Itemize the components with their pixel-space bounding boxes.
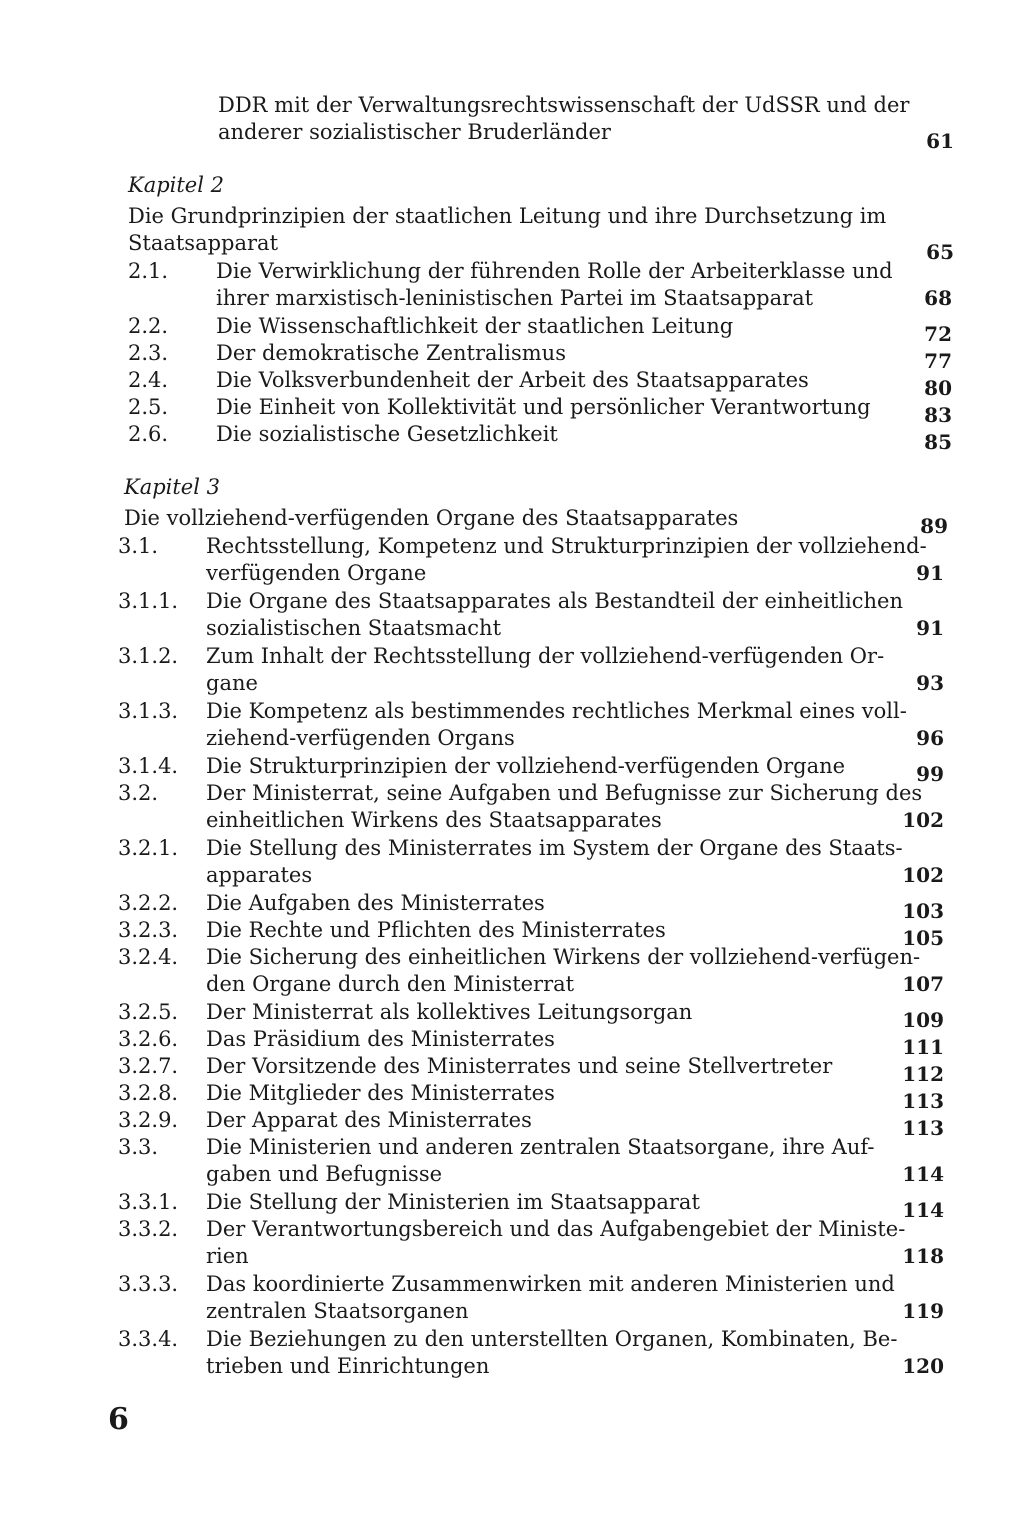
toc-entry-title: [216, 340, 888, 367]
chapter-title-line: Die vollziehend-verfügenden Organe des Staatsapparates: [124, 506, 739, 530]
toc-entry-title: [216, 394, 888, 421]
toc-entry-number: 3.2.8.: [118, 1081, 179, 1105]
toc-entry-title: [206, 533, 927, 587]
chapter-title-line: Die Grundprinzipien der staatlichen Leitung und ihre Durchsetzung im: [128, 204, 887, 228]
toc-page-number: 107: [902, 972, 944, 996]
toc-entry-number: 3.2.9.: [118, 1108, 179, 1132]
toc-page-number: 72: [924, 322, 952, 346]
toc-entry-title: [216, 313, 888, 340]
toc-entry-number: 3.1.4.: [118, 754, 179, 778]
toc-entry-line: gane: [206, 671, 258, 695]
toc-entry-line: Die Stellung des Ministerrates im System der Organe des Staats-: [206, 836, 903, 860]
chapter-label: Kapitel 2: [128, 173, 224, 197]
toc-entry-number: 2.1.: [128, 259, 169, 283]
toc-entry-title: [216, 258, 893, 312]
toc-entry-title: [206, 1326, 898, 1380]
toc-page-number: 89: [920, 514, 948, 538]
toc-page-number: 105: [902, 926, 944, 950]
toc-entry-line: Die Rechte und Pflichten des Ministerrates: [206, 918, 666, 942]
toc-entry-number: 3.1.1.: [118, 589, 179, 613]
toc-entry-number: 3.3.3.: [118, 1272, 179, 1296]
toc-entry-line: Der Ministerrat als kollektives Leitungsorgan: [206, 1000, 693, 1024]
toc-entry-title: [216, 367, 888, 394]
toc-entry-line: Der Vorsitzende des Ministerrates und seine Stellvertreter: [206, 1054, 833, 1078]
toc-entry-line: Das Präsidium des Ministerrates: [206, 1027, 555, 1051]
toc-entry-title: [206, 890, 878, 917]
toc-page-number: 102: [902, 863, 944, 887]
toc-entry-line: Das koordinierte Zusammenwirken mit anderen Ministerien und: [206, 1272, 895, 1296]
chapter-label: Kapitel 3: [124, 475, 220, 499]
toc-page-number: 111: [902, 1035, 944, 1059]
toc-page-number: 96: [916, 726, 944, 750]
toc-entry-number: 3.1.: [118, 534, 159, 558]
toc-entry-title: [206, 944, 921, 998]
toc-entry-line: sozialistischen Staatsmacht: [206, 616, 502, 640]
toc-page-number: 113: [902, 1116, 944, 1140]
toc-entry-line: Die Aufgaben des Ministerrates: [206, 891, 545, 915]
toc-entry-line: Die sozialistische Gesetzlichkeit: [216, 422, 558, 446]
toc-entry-title: [216, 421, 888, 448]
toc-entry-line: Die Stellung der Ministerien im Staatsapparat: [206, 1190, 700, 1214]
chapter-title: [124, 505, 884, 532]
toc-entry-line: den Organe durch den Ministerrat: [206, 972, 575, 996]
toc-entry-line: DDR mit der Verwaltungsrechtswissenschaft der UdSSR und der: [218, 93, 910, 117]
toc-entry-number: 2.5.: [128, 395, 169, 419]
toc-entry-title: [206, 835, 903, 889]
toc-page-number: 112: [902, 1062, 944, 1086]
toc-entry-title: [206, 1189, 878, 1216]
toc-entry-title: [206, 1080, 878, 1107]
toc-entry-number: 2.6.: [128, 422, 169, 446]
toc-page-number: 61: [926, 129, 954, 153]
toc-page-number: 114: [902, 1198, 944, 1222]
toc-entry-line: verfügenden Organe: [206, 561, 427, 585]
toc-entry-title: [206, 643, 885, 697]
toc-entry-number: 2.4.: [128, 368, 169, 392]
toc-entry-title: [206, 1216, 906, 1270]
toc-entry-line: Die Einheit von Kollektivität und persönlicher Verantwortung: [216, 395, 871, 419]
toc-entry-number: 3.1.2.: [118, 644, 179, 668]
toc-entry-line: Die Strukturprinzipien der vollziehend-verfügenden Organe: [206, 754, 846, 778]
toc-page-number: 99: [916, 762, 944, 786]
toc-entry-line: gaben und Befugnisse: [206, 1162, 443, 1186]
toc-entry-title: [206, 698, 907, 752]
toc-page-number: 85: [924, 430, 952, 454]
toc-entry-number: 3.2.7.: [118, 1054, 179, 1078]
toc-entry-line: Die Organe des Staatsapparates als Bestandteil der einheitlichen: [206, 589, 903, 613]
toc-page-number: 91: [916, 616, 944, 640]
toc-entry-line: apparates: [206, 863, 313, 887]
toc-entry-title: [206, 1107, 878, 1134]
toc-entry-number: 3.2.6.: [118, 1027, 179, 1051]
toc-entry-line: zentralen Staatsorganen: [206, 1299, 469, 1323]
toc-page-number: 65: [926, 240, 954, 264]
toc-entry-number: 3.2.5.: [118, 1000, 179, 1024]
toc-page-number: 114: [902, 1162, 944, 1186]
toc-entry-title: [206, 1271, 895, 1325]
toc-entry-line: Die Mitglieder des Ministerrates: [206, 1081, 555, 1105]
toc-entry-title: [206, 999, 878, 1026]
toc-entry-line: Der demokratische Zentralismus: [216, 341, 566, 365]
toc-entry-line: Die Verwirklichung der führenden Rolle der Arbeiterklasse und: [216, 259, 893, 283]
toc-page-number: 93: [916, 671, 944, 695]
toc-entry-title: [206, 1026, 878, 1053]
toc-page-number: 68: [924, 286, 952, 310]
toc-entry-number: 3.1.3.: [118, 699, 179, 723]
toc-entry-line: ziehend-verfügenden Organs: [206, 726, 515, 750]
toc-entry-number: 3.3.1.: [118, 1190, 179, 1214]
toc-entry-title: [206, 917, 878, 944]
toc-entry-line: einheitlichen Wirkens des Staatsapparates: [206, 808, 662, 832]
toc-entry-number: 2.2.: [128, 314, 169, 338]
toc-entry-title: [206, 1053, 878, 1080]
toc-entry-line: ihrer marxistisch-leninistischen Partei im Staatsapparat: [216, 286, 814, 310]
toc-entry-line: Der Apparat des Ministerrates: [206, 1108, 532, 1132]
toc-entry-number: 3.2.1.: [118, 836, 179, 860]
toc-page-number: 80: [924, 376, 952, 400]
toc-entry-number: 3.2.2.: [118, 891, 179, 915]
chapter-title: [128, 203, 890, 257]
toc-entry-line: Die Beziehungen zu den unterstellten Organen, Kombinaten, Be-: [206, 1327, 898, 1351]
toc-entry-number: 3.3.: [118, 1135, 159, 1159]
toc-entry-title: [206, 1134, 878, 1188]
toc-page-number: 120: [902, 1354, 944, 1378]
toc-entry-line: Zum Inhalt der Rechtsstellung der vollziehend-verfügenden Or-: [206, 644, 885, 668]
toc-entry-line: Die Ministerien und anderen zentralen Staatsorgane, ihre Auf-: [206, 1135, 875, 1159]
toc-page-number: 118: [902, 1244, 944, 1268]
toc-entry-number: 3.2.3.: [118, 918, 179, 942]
toc-entry-number: 3.2.: [118, 781, 159, 805]
toc-entry-title: [218, 92, 910, 146]
toc-page-number: 113: [902, 1089, 944, 1113]
toc-entry-number: 3.3.4.: [118, 1327, 179, 1351]
toc-page-number: 77: [924, 349, 952, 373]
toc-entry-line: Die Volksverbundenheit der Arbeit des Staatsapparates: [216, 368, 809, 392]
chapter-title-line: Staatsapparat: [128, 231, 279, 255]
toc-entry-line: Der Verantwortungsbereich und das Aufgabengebiet der Ministe-: [206, 1217, 906, 1241]
page-folio: 6: [108, 1402, 129, 1437]
toc-page-number: 91: [916, 561, 944, 585]
toc-entry-line: Rechtsstellung, Kompetenz und Strukturprinzipien der vollziehend-: [206, 534, 927, 558]
toc-entry-line: Der Ministerrat, seine Aufgaben und Befugnisse zur Sicherung des: [206, 781, 923, 805]
toc-entry-line: Die Kompetenz als bestimmendes rechtliches Merkmal eines voll-: [206, 699, 907, 723]
toc-entry-line: rien: [206, 1244, 249, 1268]
toc-page-number: 83: [924, 403, 952, 427]
toc-page-number: 102: [902, 808, 944, 832]
toc-entry-number: 3.3.2.: [118, 1217, 179, 1241]
toc-entry-title: [206, 753, 878, 780]
toc-page-number: 103: [902, 899, 944, 923]
toc-entry-line: trieben und Einrichtungen: [206, 1354, 490, 1378]
toc-entry-line: Die Sicherung des einheitlichen Wirkens der vollziehend-verfügen-: [206, 945, 921, 969]
toc-entry-line: Die Wissenschaftlichkeit der staatlichen Leitung: [216, 314, 734, 338]
toc-entry-number: 3.2.4.: [118, 945, 179, 969]
toc-page-number: 119: [902, 1299, 944, 1323]
toc-entry-line: anderer sozialistischer Bruderländer: [218, 120, 611, 144]
toc-entry-number: 2.3.: [128, 341, 169, 365]
toc-page-number: 109: [902, 1008, 944, 1032]
toc-entry-title: [206, 588, 903, 642]
